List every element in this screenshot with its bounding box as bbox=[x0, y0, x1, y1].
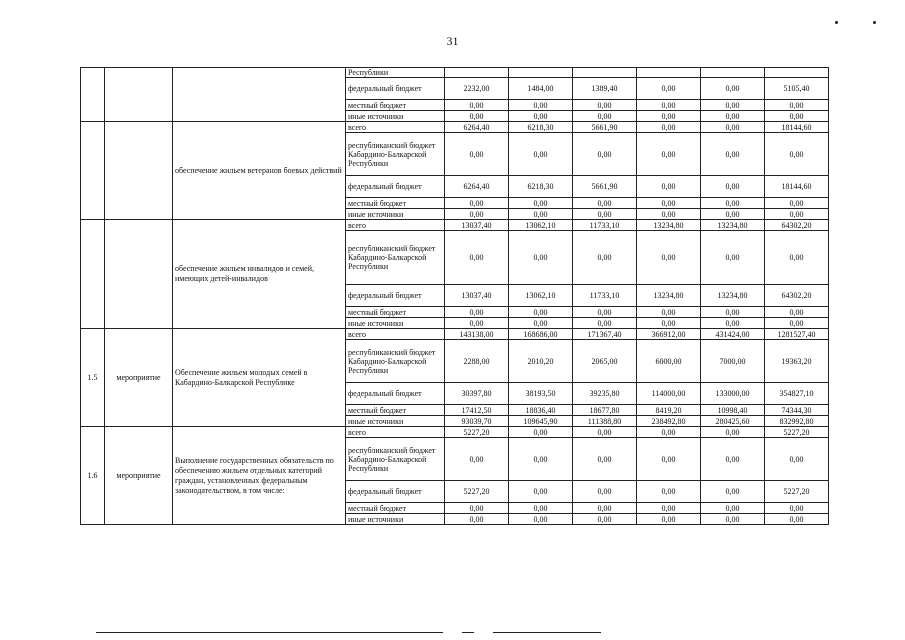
footer-line bbox=[493, 632, 601, 633]
row-index bbox=[81, 122, 105, 220]
amount-cell: 6264,40 bbox=[445, 176, 509, 198]
amount-cell: 6218,30 bbox=[509, 122, 573, 133]
amount-cell: 0,00 bbox=[573, 514, 637, 525]
amount-cell: 11733,10 bbox=[573, 220, 637, 231]
amount-cell: 13234,80 bbox=[701, 220, 765, 231]
amount-cell: 2065,00 bbox=[573, 340, 637, 383]
amount-cell: 0,00 bbox=[637, 133, 701, 176]
amount-cell: 0,00 bbox=[765, 111, 829, 122]
amount-cell: 0,00 bbox=[573, 198, 637, 209]
amount-cell: 0,00 bbox=[573, 111, 637, 122]
amount-cell: 0,00 bbox=[701, 100, 765, 111]
row-description: обеспечение жильем инвалидов и семей, имеющих детей-инвалидов bbox=[173, 220, 346, 329]
amount-cell: 64302,20 bbox=[765, 220, 829, 231]
row-type bbox=[105, 220, 173, 329]
amount-cell: 0,00 bbox=[701, 307, 765, 318]
row-description: Выполнение государственных обязательств по обеспечению жильем отдельных категорий граждан, установленных федеральным законодательством, в том числе: bbox=[173, 427, 346, 525]
amount-cell: 0,00 bbox=[573, 481, 637, 503]
amount-cell: 0,00 bbox=[701, 176, 765, 198]
funding-source: местный бюджет bbox=[346, 198, 445, 209]
amount-cell: 0,00 bbox=[701, 481, 765, 503]
amount-cell: 13062,10 bbox=[509, 220, 573, 231]
amount-cell: 0,00 bbox=[637, 198, 701, 209]
funding-source: всего bbox=[346, 427, 445, 438]
amount-cell: 0,00 bbox=[573, 307, 637, 318]
amount-cell: 168686,00 bbox=[509, 329, 573, 340]
funding-source: федеральный бюджет bbox=[346, 481, 445, 503]
amount-cell: 0,00 bbox=[445, 318, 509, 329]
amount-cell: 5227,20 bbox=[765, 427, 829, 438]
amount-cell: 0,00 bbox=[573, 318, 637, 329]
amount-cell: 0,00 bbox=[637, 481, 701, 503]
amount-cell: 366912,00 bbox=[637, 329, 701, 340]
amount-cell: 0,00 bbox=[573, 231, 637, 285]
amount-cell: 0,00 bbox=[765, 100, 829, 111]
row-type: мероприятие bbox=[105, 427, 173, 525]
amount-cell: 0,00 bbox=[701, 438, 765, 481]
funding-source: иные источники bbox=[346, 514, 445, 525]
amount-cell: 2010,20 bbox=[509, 340, 573, 383]
amount-cell: 5227,20 bbox=[445, 427, 509, 438]
amount-cell: 0,00 bbox=[701, 231, 765, 285]
table-row bbox=[81, 122, 829, 133]
amount-cell: 0,00 bbox=[573, 100, 637, 111]
amount-cell: 0,00 bbox=[509, 318, 573, 329]
amount-cell: 5105,40 bbox=[765, 78, 829, 100]
funding-source: республиканский бюджет Кабардино-Балкарской Республики bbox=[346, 133, 445, 176]
amount-cell: 0,00 bbox=[765, 514, 829, 525]
amount-cell: 0,00 bbox=[509, 427, 573, 438]
amount-cell: 1281527,40 bbox=[765, 329, 829, 340]
amount-cell: 238492,80 bbox=[637, 416, 701, 427]
amount-cell bbox=[573, 68, 637, 78]
amount-cell bbox=[509, 68, 573, 78]
amount-cell: 280425,60 bbox=[701, 416, 765, 427]
amount-cell: 0,00 bbox=[637, 122, 701, 133]
amount-cell: 13062,10 bbox=[509, 285, 573, 307]
amount-cell: 64302,20 bbox=[765, 285, 829, 307]
amount-cell: 6000,00 bbox=[637, 340, 701, 383]
amount-cell bbox=[765, 68, 829, 78]
amount-cell: 0,00 bbox=[509, 231, 573, 285]
amount-cell: 832992,80 bbox=[765, 416, 829, 427]
amount-cell: 0,00 bbox=[637, 209, 701, 220]
amount-cell: 0,00 bbox=[445, 100, 509, 111]
amount-cell: 354827,10 bbox=[765, 383, 829, 405]
amount-cell: 5661,90 bbox=[573, 176, 637, 198]
amount-cell: 5661,90 bbox=[573, 122, 637, 133]
funding-source: иные источники bbox=[346, 416, 445, 427]
amount-cell: 0,00 bbox=[509, 111, 573, 122]
amount-cell: 0,00 bbox=[573, 133, 637, 176]
amount-cell: 0,00 bbox=[637, 100, 701, 111]
amount-cell: 0,00 bbox=[637, 176, 701, 198]
amount-cell: 38193,50 bbox=[509, 383, 573, 405]
amount-cell: 0,00 bbox=[637, 503, 701, 514]
amount-cell: 11733,10 bbox=[573, 285, 637, 307]
row-description bbox=[173, 68, 346, 122]
amount-cell: 13037,40 bbox=[445, 285, 509, 307]
amount-cell: 0,00 bbox=[637, 78, 701, 100]
amount-cell bbox=[701, 68, 765, 78]
budget-table bbox=[80, 67, 829, 525]
row-index bbox=[81, 220, 105, 329]
funding-source: всего bbox=[346, 329, 445, 340]
funding-source: федеральный бюджет bbox=[346, 285, 445, 307]
amount-cell: 0,00 bbox=[509, 481, 573, 503]
amount-cell: 30397,80 bbox=[445, 383, 509, 405]
amount-cell: 13234,80 bbox=[701, 285, 765, 307]
amount-cell: 0,00 bbox=[701, 122, 765, 133]
amount-cell: 0,00 bbox=[509, 438, 573, 481]
funding-source: всего bbox=[346, 122, 445, 133]
table-row bbox=[81, 329, 829, 340]
amount-cell: 2288,00 bbox=[445, 340, 509, 383]
amount-cell: 0,00 bbox=[701, 78, 765, 100]
amount-cell: 143138,00 bbox=[445, 329, 509, 340]
amount-cell: 0,00 bbox=[445, 133, 509, 176]
amount-cell: 74344,30 bbox=[765, 405, 829, 416]
amount-cell: 0,00 bbox=[445, 514, 509, 525]
amount-cell: 0,00 bbox=[509, 209, 573, 220]
scan-mark bbox=[873, 21, 876, 24]
row-type bbox=[105, 122, 173, 220]
amount-cell: 0,00 bbox=[701, 111, 765, 122]
row-type: мероприятие bbox=[105, 329, 173, 427]
funding-source: местный бюджет bbox=[346, 100, 445, 111]
amount-cell: 7000,00 bbox=[701, 340, 765, 383]
amount-cell: 171367,40 bbox=[573, 329, 637, 340]
amount-cell: 0,00 bbox=[765, 198, 829, 209]
amount-cell: 0,00 bbox=[509, 503, 573, 514]
funding-source: иные источники bbox=[346, 318, 445, 329]
amount-cell: 0,00 bbox=[445, 503, 509, 514]
amount-cell: 0,00 bbox=[701, 514, 765, 525]
funding-source: федеральный бюджет bbox=[346, 78, 445, 100]
amount-cell: 0,00 bbox=[445, 307, 509, 318]
amount-cell: 0,00 bbox=[509, 514, 573, 525]
funding-source: иные источники bbox=[346, 111, 445, 122]
scan-mark bbox=[835, 21, 838, 24]
amount-cell: 18144,60 bbox=[765, 176, 829, 198]
amount-cell: 0,00 bbox=[701, 209, 765, 220]
row-index bbox=[81, 68, 105, 122]
amount-cell: 0,00 bbox=[637, 231, 701, 285]
amount-cell: 17412,50 bbox=[445, 405, 509, 416]
amount-cell: 0,00 bbox=[445, 438, 509, 481]
footer-line bbox=[96, 632, 443, 633]
amount-cell: 93039,70 bbox=[445, 416, 509, 427]
funding-source: республиканский бюджет Кабардино-Балкарской Республики bbox=[346, 340, 445, 383]
amount-cell bbox=[637, 68, 701, 78]
funding-source: федеральный бюджет bbox=[346, 176, 445, 198]
amount-cell: 10998,40 bbox=[701, 405, 765, 416]
funding-source: местный бюджет bbox=[346, 503, 445, 514]
amount-cell: 0,00 bbox=[445, 198, 509, 209]
funding-source: местный бюджет bbox=[346, 307, 445, 318]
amount-cell: 114000,00 bbox=[637, 383, 701, 405]
funding-source: республиканский бюджет Кабардино-Балкарской Республики bbox=[346, 231, 445, 285]
amount-cell: 133000,00 bbox=[701, 383, 765, 405]
amount-cell: 109645,90 bbox=[509, 416, 573, 427]
amount-cell: 0,00 bbox=[765, 133, 829, 176]
amount-cell: 39235,80 bbox=[573, 383, 637, 405]
amount-cell: 0,00 bbox=[701, 133, 765, 176]
amount-cell: 0,00 bbox=[637, 514, 701, 525]
amount-cell: 18836,40 bbox=[509, 405, 573, 416]
amount-cell: 2232,00 bbox=[445, 78, 509, 100]
amount-cell: 13234,80 bbox=[637, 220, 701, 231]
amount-cell: 5227,20 bbox=[765, 481, 829, 503]
amount-cell: 0,00 bbox=[637, 438, 701, 481]
amount-cell: 0,00 bbox=[765, 307, 829, 318]
table-row bbox=[81, 427, 829, 438]
amount-cell: 0,00 bbox=[765, 209, 829, 220]
amount-cell: 0,00 bbox=[573, 503, 637, 514]
amount-cell: 0,00 bbox=[573, 438, 637, 481]
amount-cell: 0,00 bbox=[445, 209, 509, 220]
amount-cell: 0,00 bbox=[509, 307, 573, 318]
amount-cell: 0,00 bbox=[445, 111, 509, 122]
amount-cell: 0,00 bbox=[765, 231, 829, 285]
amount-cell: 0,00 bbox=[701, 503, 765, 514]
amount-cell: 0,00 bbox=[573, 427, 637, 438]
amount-cell: 8419,20 bbox=[637, 405, 701, 416]
amount-cell: 18677,80 bbox=[573, 405, 637, 416]
row-description: обеспечение жильем ветеранов боевых действий bbox=[173, 122, 346, 220]
funding-source: всего bbox=[346, 220, 445, 231]
funding-source: местный бюджет bbox=[346, 405, 445, 416]
amount-cell: 1484,00 bbox=[509, 78, 573, 100]
amount-cell: 6264,40 bbox=[445, 122, 509, 133]
amount-cell: 0,00 bbox=[445, 231, 509, 285]
footer-line bbox=[462, 632, 474, 633]
amount-cell: 0,00 bbox=[765, 503, 829, 514]
amount-cell: 0,00 bbox=[509, 100, 573, 111]
amount-cell: 0,00 bbox=[765, 438, 829, 481]
funding-source: федеральный бюджет bbox=[346, 383, 445, 405]
funding-source: иные источники bbox=[346, 209, 445, 220]
amount-cell: 0,00 bbox=[637, 111, 701, 122]
row-type bbox=[105, 68, 173, 122]
row-index: 1.5 bbox=[81, 329, 105, 427]
amount-cell: 0,00 bbox=[701, 427, 765, 438]
row-index: 1.6 bbox=[81, 427, 105, 525]
amount-cell: 111388,80 bbox=[573, 416, 637, 427]
page-number: 31 bbox=[446, 34, 459, 48]
funding-source: республиканский бюджет Кабардино-Балкарской Республики bbox=[346, 438, 445, 481]
amount-cell: 0,00 bbox=[637, 318, 701, 329]
amount-cell: 0,00 bbox=[637, 307, 701, 318]
amount-cell: 13037,40 bbox=[445, 220, 509, 231]
amount-cell: 19363,20 bbox=[765, 340, 829, 383]
funding-source: Республики bbox=[346, 68, 445, 78]
amount-cell: 6218,30 bbox=[509, 176, 573, 198]
amount-cell: 1389,40 bbox=[573, 78, 637, 100]
amount-cell: 0,00 bbox=[637, 427, 701, 438]
amount-cell: 0,00 bbox=[509, 133, 573, 176]
table-row bbox=[81, 220, 829, 231]
amount-cell: 5227,20 bbox=[445, 481, 509, 503]
amount-cell: 18144,60 bbox=[765, 122, 829, 133]
row-description: Обеспечение жильем молодых семей в Кабардино-Балкарской Республике bbox=[173, 329, 346, 427]
amount-cell: 0,00 bbox=[701, 318, 765, 329]
amount-cell: 13234,80 bbox=[637, 285, 701, 307]
table-row bbox=[81, 68, 829, 78]
amount-cell: 0,00 bbox=[701, 198, 765, 209]
amount-cell: 0,00 bbox=[509, 198, 573, 209]
amount-cell: 431424,00 bbox=[701, 329, 765, 340]
amount-cell: 0,00 bbox=[765, 318, 829, 329]
amount-cell: 0,00 bbox=[573, 209, 637, 220]
amount-cell bbox=[445, 68, 509, 78]
